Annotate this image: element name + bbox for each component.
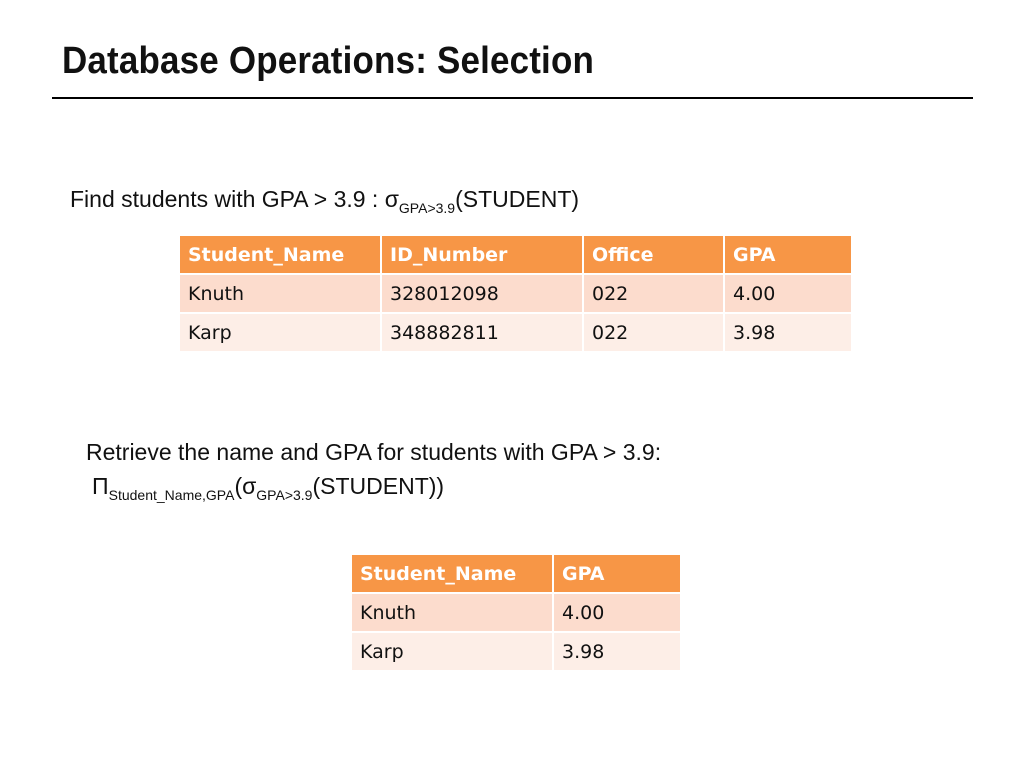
column-header-id-number: ID_Number <box>382 236 582 273</box>
table-row <box>352 633 680 670</box>
column-header-student-name: Student_Name <box>352 555 552 592</box>
selection-query-text: Find students with GPA > 3.9 : σ <box>70 186 399 212</box>
slide-title: Database Operations: Selection <box>62 40 595 82</box>
table-header-row <box>180 236 851 273</box>
selection-query-tail: (STUDENT) <box>455 186 580 212</box>
student-table-projection <box>350 553 682 672</box>
column-header-student-name: Student_Name <box>180 236 380 273</box>
cell-office: 022 <box>584 314 723 351</box>
title-underline <box>52 97 973 99</box>
projection-query-expression <box>92 473 444 503</box>
cell-id-number: 348882811 <box>382 314 582 351</box>
cell-office: 022 <box>584 275 723 312</box>
cell-gpa: 4.00 <box>554 594 680 631</box>
selection-query <box>70 186 579 216</box>
cell-gpa: 3.98 <box>725 314 851 351</box>
projection-subscript: Student_Name,GPA <box>108 487 235 503</box>
selection-symbol: (σ <box>234 473 257 499</box>
column-header-gpa: GPA <box>554 555 680 592</box>
cell-gpa: 4.00 <box>725 275 851 312</box>
cell-gpa: 3.98 <box>554 633 680 670</box>
column-header-office: Office <box>584 236 723 273</box>
projection-query-description: Retrieve the name and GPA for students with GPA > 3.9: <box>86 439 662 465</box>
table-row <box>180 314 851 351</box>
table-row <box>352 594 680 631</box>
column-header-gpa: GPA <box>725 236 851 273</box>
cell-student-name: Knuth <box>352 594 552 631</box>
table-row <box>180 275 851 312</box>
projection-query-tail: (STUDENT)) <box>312 473 445 499</box>
cell-student-name: Knuth <box>180 275 380 312</box>
cell-id-number: 328012098 <box>382 275 582 312</box>
selection-subscript: GPA>3.9 <box>256 487 313 503</box>
selection-subscript: GPA>3.9 <box>398 200 456 216</box>
cell-student-name: Karp <box>180 314 380 351</box>
cell-student-name: Karp <box>352 633 552 670</box>
projection-symbol: Π <box>92 473 109 499</box>
student-table-selection <box>178 234 853 353</box>
table-header-row <box>352 555 680 592</box>
